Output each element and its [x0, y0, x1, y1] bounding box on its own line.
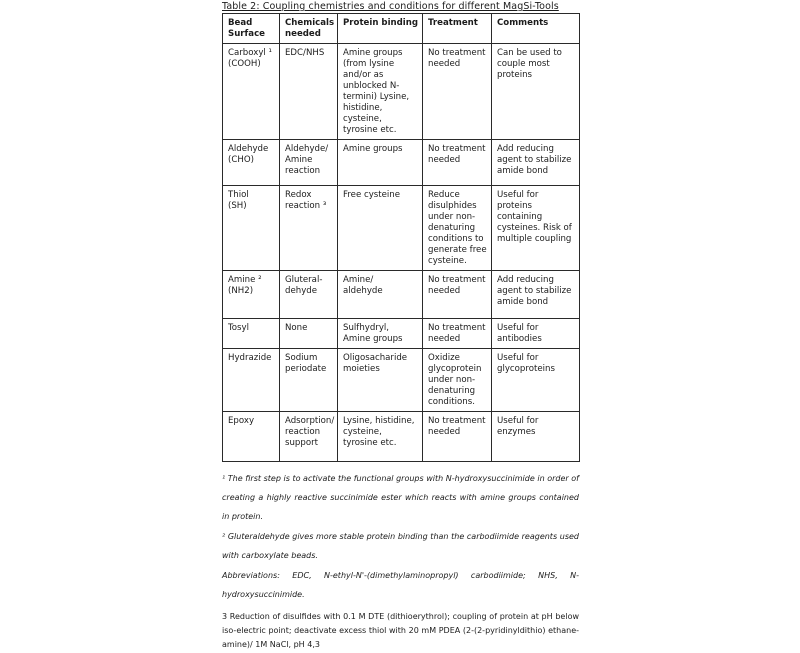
footnote-1: ¹ The first step is to activate the functional groups with N-hydroxysuccinimide in order of creating a highly reactive succinimide ester which reacts with amine groups contained in protein. [222, 474, 579, 521]
table-title: Table 2: Coupling chemistries and conditions for different MagSi-Tools [222, 1, 559, 12]
footnote-3: 3 Reduction of disulfides with 0.1 M DTE (dithioerythrol); coupling of protein at pH below iso-electric point; deactivate excess thiol with 20 mM PDEA (2-(2-pyridinyldithio) ethane-amine)/ 1M NaCl, pH 4,3 [222, 612, 579, 649]
table-cell: Add reducing agent to stabilize amide bond [492, 271, 580, 319]
table-cell: Lysine, histidine, cysteine, tyrosine etc. [338, 412, 423, 462]
table-row [223, 186, 580, 271]
table-cell: EDC/NHS [280, 44, 338, 140]
table-cell: Aldehyde (CHO) [223, 140, 280, 186]
footnotes-section [222, 469, 579, 652]
table-cell: Hydrazide [223, 349, 280, 412]
table-cell: Free cysteine [338, 186, 423, 271]
table-row [223, 271, 580, 319]
table-cell: Aldehyde/ Amine reaction [280, 140, 338, 186]
table-cell: Sodium periodate [280, 349, 338, 412]
table-cell: Useful for enzymes [492, 412, 580, 462]
table-cell: Tosyl [223, 319, 280, 349]
table-content-block [222, 1, 579, 653]
table-cell: Oxidize glycoprotein under non-denaturing conditions. [423, 349, 492, 412]
table-cell: No treatment needed [423, 44, 492, 140]
table-row [223, 319, 580, 349]
table-row [223, 140, 580, 186]
table-cell: Epoxy [223, 412, 280, 462]
table-cell: None [280, 319, 338, 349]
column-header-chemicals-needed: Chemicals needed [280, 14, 338, 44]
column-header-treatment: Treatment [423, 14, 492, 44]
table-cell: Gluteral- dehyde [280, 271, 338, 319]
footnote-2: ² Gluteraldehyde gives more stable protein binding than the carbodiimide reagents used with carboxylate beads. [222, 532, 579, 560]
table-cell: Reduce disulphides under non-denaturing conditions to generate free cysteine. [423, 186, 492, 271]
table-cell: No treatment needed [423, 319, 492, 349]
table-cell: Adsorption/ reaction support [280, 412, 338, 462]
table-cell: Redox reaction ³ [280, 186, 338, 271]
table-cell: Amine/ aldehyde [338, 271, 423, 319]
table-cell: Sulfhydryl, Amine groups [338, 319, 423, 349]
column-header-bead-surface: Bead Surface [223, 14, 280, 44]
table-cell: Amine ² (NH2) [223, 271, 280, 319]
table-body [223, 44, 580, 462]
table-row [223, 349, 580, 412]
table-cell: Amine groups [338, 140, 423, 186]
table-cell: Useful for antibodies [492, 319, 580, 349]
table-cell: Can be used to couple most proteins [492, 44, 580, 140]
table-cell: Useful for glycoproteins [492, 349, 580, 412]
table-header-row [223, 14, 580, 44]
table-cell: No treatment needed [423, 271, 492, 319]
column-header-comments: Comments [492, 14, 580, 44]
table-cell: No treatment needed [423, 412, 492, 462]
table-cell: Useful for proteins containing cysteines. Risk of multiple coupling [492, 186, 580, 271]
coupling-chemistries-table [222, 13, 580, 462]
table-row [223, 412, 580, 462]
table-cell: Amine groups (from lysine and/or as unblocked N-termini) Lysine, histidine, cysteine, tyrosine etc. [338, 44, 423, 140]
abbreviations-note: Abbreviations: EDC, N-ethyl-N'-(dimethylaminopropyl) carbodiimide; NHS, N-hydroxysuccinimide. [222, 571, 579, 599]
column-header-protein-binding: Protein binding [338, 14, 423, 44]
table-cell: Carboxyl ¹ (COOH) [223, 44, 280, 140]
table-row [223, 44, 580, 140]
table-cell: No treatment needed [423, 140, 492, 186]
table-cell: Thiol (SH) [223, 186, 280, 271]
table-cell: Oligosacharide moieties [338, 349, 423, 412]
table-cell: Add reducing agent to stabilize amide bond [492, 140, 580, 186]
